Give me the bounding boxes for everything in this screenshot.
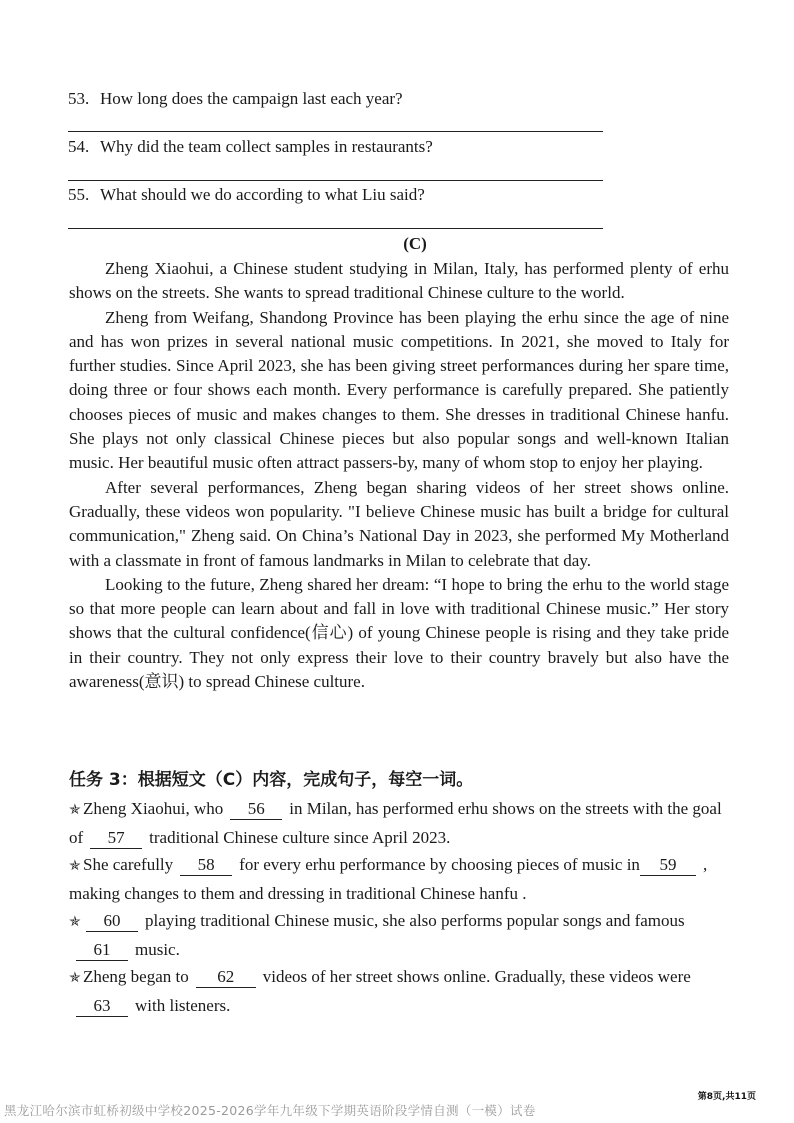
question-text: What should we do according to what Liu said?: [100, 185, 425, 204]
blank-57[interactable]: 57: [90, 828, 142, 849]
task-item-4: [69, 963, 729, 1019]
star-icon: ✯: [69, 858, 81, 874]
reading-passage: [69, 257, 729, 694]
question-text: Why did the team collect samples in restaurants?: [100, 137, 433, 156]
question-53: [68, 88, 403, 110]
page-number: 第8页,共11页: [697, 1092, 756, 1102]
task-item-2: [69, 851, 729, 907]
item-text: music.: [135, 940, 180, 959]
passage-paragraph: Zheng Xiaohui, a Chinese student studying in Milan, Italy, has performed plenty of erhu shows on the streets. She wants to spread traditional Chinese culture to the world.: [69, 259, 729, 303]
blank-62[interactable]: 62: [196, 967, 256, 988]
question-number: 53.: [68, 89, 90, 108]
item-text: traditional Chinese culture since April 2023.: [149, 828, 451, 847]
item-text: videos of her street shows online. Gradually, these videos were: [262, 967, 691, 986]
star-icon: ✯: [69, 970, 81, 986]
blank-60[interactable]: 60: [86, 911, 138, 932]
section-label: (C): [403, 234, 427, 253]
task-item-3: [69, 907, 729, 963]
question-text: How long does the campaign last each year?: [100, 89, 403, 108]
question-number: 55.: [68, 185, 90, 204]
task-items: [69, 795, 729, 1019]
item-text: for every erhu performance by choosing pieces of music in: [239, 855, 640, 874]
item-text: , making changes to them and dressing in traditional Chinese hanfu .: [69, 855, 708, 903]
item-text: with listeners.: [135, 996, 231, 1015]
passage-paragraph: Zheng from Weifang, Shandong Province has been playing the erhu since the age of nine and has won prizes in several national music competitions. In 2021, she moved to Italy for further studies. Since April 2023, she has been giving street performances during her spare time, doing three or four shows each month. Every performance is carefully prepared. She patiently chooses pieces of music and makes changes to them. She dresses in traditional Chinese hanfu. She plays not only classical Chinese pieces but also popular songs and well-known Italian music. Her beautiful music often attract passers-by, many of whom stop to enjoy her playing.: [69, 307, 729, 473]
question-55: [68, 184, 425, 206]
blank-61[interactable]: 61: [76, 940, 128, 961]
item-text: in Milan, has performed erhu shows on the streets with the goal of: [69, 799, 722, 847]
passage-paragraph: Looking to the future, Zheng shared her dream: “I hope to bring the erhu to the world stage so that more people can learn about and fall in love with traditional Chinese music.” Her story shows that the cultural confidence(信心) of young Chinese people is rising and they take pride in their country. They not only express their love to their country bravely but also have the awareness(意识) to spread Chinese culture.: [69, 574, 729, 692]
blank-58[interactable]: 58: [180, 855, 232, 876]
item-text: playing traditional Chinese music, she also performs popular songs and famous: [145, 911, 685, 930]
blank-59[interactable]: 59: [640, 855, 696, 876]
answer-line-53[interactable]: [68, 131, 603, 132]
item-text: Zheng Xiaohui, who: [83, 799, 224, 818]
item-text: Zheng began to: [83, 967, 189, 986]
passage-paragraph: After several performances, Zheng began sharing videos of her street shows online. Gradually, these videos won popularity. "I believe Chinese music has built a bridge for cultural communication," Zheng said. On China’s National Day in 2023, she performed My Motherland with a classmate in front of famous landmarks in Milan to celebrate that day.: [69, 477, 729, 570]
star-icon: ✯: [69, 802, 81, 818]
answer-line-55[interactable]: [68, 228, 603, 229]
blank-56[interactable]: 56: [230, 799, 282, 820]
question-number: 54.: [68, 137, 90, 156]
question-54: [68, 136, 433, 158]
task-item-1: [69, 795, 729, 851]
answer-line-54[interactable]: [68, 180, 603, 181]
item-text: She carefully: [83, 855, 174, 874]
exam-title-footer: 黑龙江哈尔滨市虹桥初级中学校2025-2026学年九年级下学期英语阶段学情自测（一模）试卷: [4, 1103, 536, 1118]
blank-63[interactable]: 63: [76, 996, 128, 1017]
task-title: 任务 3：根据短文（C）内容，完成句子，每空一词。: [69, 770, 474, 790]
star-icon: ✯: [69, 914, 81, 930]
